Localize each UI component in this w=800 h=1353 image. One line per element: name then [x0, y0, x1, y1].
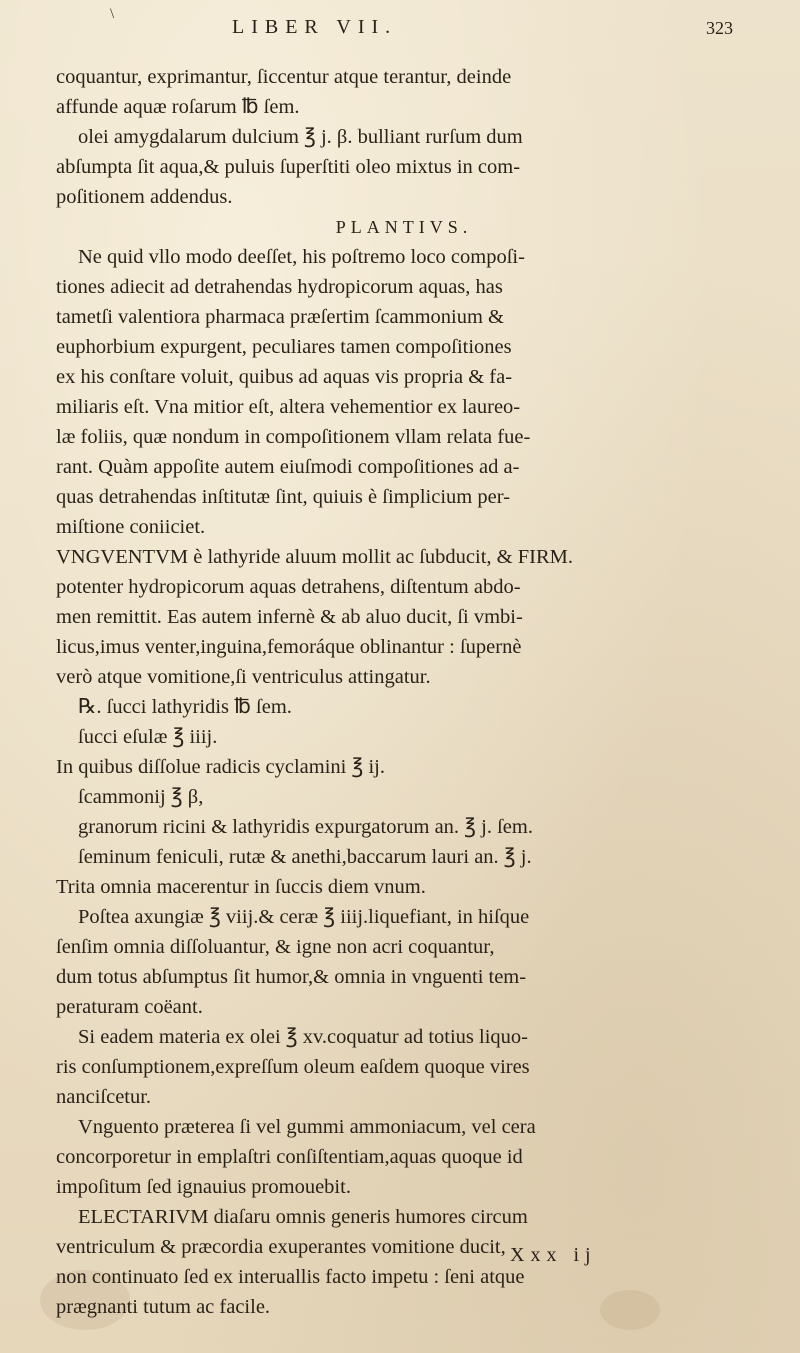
recipe-line: ℞. ſucci lathyridis ℔ ſem.: [78, 696, 292, 718]
text-line: impoſitum ſed ignauius promouebit.: [56, 1176, 351, 1198]
text-line: potenter hydropicorum aquas detrahens, diſtentum abdo-: [56, 576, 521, 598]
text-line: miliaris eſt. Vna mitior eſt, altera vehementior ex laureo-: [56, 396, 521, 418]
text-line: ex his conſtare voluit, quibus ad aquas vis propria & fa-: [56, 366, 513, 388]
text-line: dum totus abſumptus ſit humor,& omnia in vnguenti tem-: [56, 966, 527, 988]
text-line: læ foliis, quæ nondum in compoſitionem vllam relata fue-: [56, 426, 531, 448]
running-head: LIBER VII.: [232, 16, 398, 38]
signature-mark: Xxx ij: [510, 1244, 597, 1266]
text-line: ſenſim omnia diſſoluantur, & igne non acri coquantur,: [56, 936, 495, 958]
recipe-line: granorum ricini & lathyridis expurgatorum an. ℥ j. ſem.: [78, 816, 533, 838]
text-line: poſitionem addendus.: [56, 186, 233, 208]
recipe-line: ſucci eſulæ ℥ iiij.: [78, 726, 218, 748]
text-line: ELECTARIVM diaſaru omnis generis humores circum: [78, 1206, 528, 1228]
text-line: Vnguento præterea ſi vel gummi ammoniacum, vel cera: [78, 1116, 536, 1138]
text-line: coquantur, exprimantur, ſiccentur atque terantur, deinde: [56, 66, 512, 88]
text-line: non continuato ſed ex interuallis facto impetu : ſeni atque: [56, 1266, 525, 1288]
text-line: VNGVENTVM è lathyride aluum mollit ac ſubducit, & FIRM.: [56, 546, 573, 568]
page-header: [0, 16, 800, 50]
text-line: Poſtea axungiæ ℥ viij.& ceræ ℥ iiij.liquefiant, in hiſque: [78, 906, 530, 928]
text-line: licus,imus venter,inguina,femoráque oblinantur : ſupernè: [56, 636, 522, 658]
text-line: abſumpta ſit aqua,& puluis ſuperſtiti oleo mixtus in com-: [56, 156, 521, 178]
text-line: nanciſcetur.: [56, 1086, 152, 1108]
text-line: prægnanti tutum ac facile.: [56, 1296, 271, 1318]
text-line: euphorbium expurgent, peculiares tamen compoſitiones: [56, 336, 512, 358]
section-heading: PLANTIVS.: [335, 217, 473, 237]
body-text: [56, 62, 752, 1322]
text-line: Si eadem materia ex olei ℥ xv.coquatur ad totius liquo-: [78, 1026, 528, 1048]
text-line: affunde aquæ roſarum ℔ ſem.: [56, 96, 300, 118]
text-line: men remittit. Eas autem infernè & ab aluo ducit, ſi vmbi-: [56, 606, 523, 628]
text-line: verò atque vomitione,ſi ventriculus attingatur.: [56, 666, 431, 688]
text-line: quas detrahendas inſtitutæ ſint, quiuis è ſimplicium per-: [56, 486, 510, 508]
text-line: concorporetur in emplaſtri conſiſtentiam,aquas quoque id: [56, 1146, 523, 1168]
text-line: Trita omnia macerentur in ſuccis diem vnum.: [56, 876, 426, 898]
text-line: ventriculum & præcordia exuperantes vomitione ducit,: [56, 1236, 506, 1258]
text-line: peraturam coëant.: [56, 996, 203, 1018]
recipe-line: ſeminum feniculi, rutæ & anethi,baccarum lauri an. ℥ j.: [78, 846, 532, 868]
text-line: Ne quid vllo modo deeſſet, his poſtremo loco compoſi-: [78, 246, 525, 268]
text-line: tametſi valentiora pharmaca præſertim ſcammonium &: [56, 306, 505, 328]
recipe-line: ſcammonij ℥ β,: [78, 786, 204, 808]
text-line: tiones adiecit ad detrahendas hydropicorum aquas, has: [56, 276, 503, 298]
text-line: miſtione coniiciet.: [56, 516, 206, 538]
text-line: rant. Quàm appoſite autem eiuſmodi compoſitiones ad a-: [56, 456, 520, 478]
text-line: ris conſumptionem,expreſſum oleum eaſdem quoque vires: [56, 1056, 530, 1078]
corner-mark: \: [110, 6, 115, 22]
text-line: olei amygdalarum dulcium ℥ j. β. bulliant rurſum dum: [78, 126, 523, 148]
page-number: 323: [706, 18, 733, 38]
recipe-line: In quibus diſſolue radicis cyclamini ℥ ij.: [56, 756, 385, 778]
